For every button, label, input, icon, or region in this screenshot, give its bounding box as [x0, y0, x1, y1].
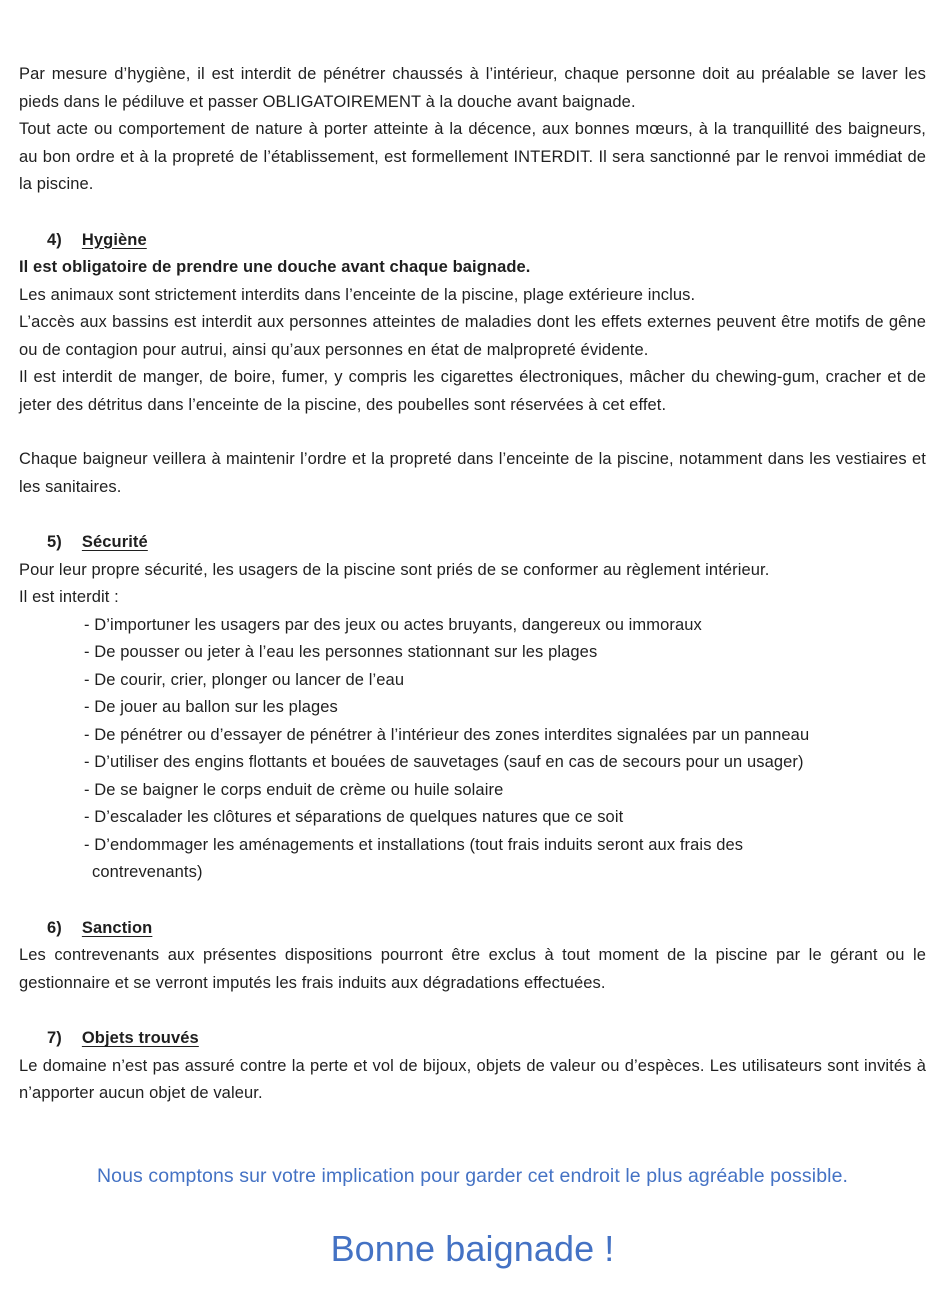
rule-item: - De courir, crier, plonger ou lancer de l’eau — [84, 670, 405, 689]
body-paragraph: Il est interdit de manger, de boire, fumer, y compris les cigarettes électroniques, mâcher du chewing-gum, cracher et de jeter des détritus dans l’enceinte de la piscine, des poubelles sont réservées à cet effet. — [19, 368, 926, 414]
section-heading-securite — [19, 529, 926, 557]
rule-item: - D’utiliser des engins flottants et bouées de sauvetages (sauf en cas de secours pour un usager) — [84, 753, 804, 771]
section-title: Sanction — [81, 918, 153, 937]
section-number: 6) — [47, 918, 62, 937]
rule-item: - De se baigner le corps enduit de crème ou huile solaire — [84, 780, 504, 799]
farewell-message: Bonne baignade ! — [330, 1227, 615, 1269]
body-paragraph: Les contrevenants aux présentes dispositions pourront être exclus à tout moment de la piscine par le gérant ou le gestionnaire et se verront imputés les frais induits aux dégradations effectuées. — [19, 946, 926, 992]
section-heading-objets-trouves — [19, 1025, 926, 1053]
intro-paragraph: Par mesure d’hygiène, il est interdit de pénétrer chaussés à l’intérieur, chaque personne doit au préalable se laver les pieds dans le pédiluve et passer OBLIGATOIREMENT à la douche avant baignade. — [19, 65, 926, 111]
section-number: 7) — [47, 1029, 62, 1047]
closing-message: Nous comptons sur votre implication pour garder cet endroit le plus agréable possible. — [96, 1164, 849, 1187]
section-heading-hygiene — [19, 227, 926, 255]
section-title: Sécurité — [81, 533, 148, 551]
body-paragraph: Pour leur propre sécurité, les usagers de la piscine sont priés de se conformer au règlement intérieur. — [19, 560, 770, 579]
section-number: 4) — [47, 230, 62, 249]
body-paragraph: Les animaux sont strictement interdits dans l’enceinte de la piscine, plage extérieure inclus. — [19, 285, 696, 304]
section-number: 5) — [47, 533, 62, 551]
rule-item: - De pousser ou jeter à l’eau les personnes stationnant sur les plages — [84, 643, 598, 661]
body-paragraph: L’accès aux bassins est interdit aux personnes atteintes de maladies dont les effets externes peuvent être motifs de gêne ou de contagion pour autrui, ainsi qu’aux personnes en état de malpropreté évidente. — [19, 313, 926, 359]
section-heading-sanction — [19, 915, 926, 943]
section-title: Objets trouvés — [81, 1029, 199, 1047]
rule-item: - De jouer au ballon sur les plages — [84, 698, 338, 716]
rule-item: - D’escalader les clôtures et séparations de quelques natures que ce soit — [84, 808, 624, 826]
intro-paragraph: Tout acte ou comportement de nature à porter atteinte à la décence, aux bonnes mœurs, à la tranquillité des baigneurs, au bon ordre et à la propreté de l’établissement, est formellement INTERDIT. Il sera sanctionné par le renvoi immédiat de la piscine. — [19, 120, 926, 193]
rule-item: - D’importuner les usagers par des jeux ou actes bruyants, dangereux ou immoraux — [84, 615, 702, 634]
body-paragraph: Il est interdit : — [19, 588, 119, 606]
rules-list — [19, 612, 926, 887]
body-paragraph: Le domaine n’est pas assuré contre la perte et vol de bijoux, objets de valeur ou d’espèces. Les utilisateurs sont invités à n’apporter aucun objet de valeur. — [19, 1056, 926, 1102]
body-paragraph: Chaque baigneur veillera à maintenir l’ordre et la propreté dans l’enceinte de la piscine, notamment dans les vestiaires et les sanitaires. — [19, 450, 926, 496]
rule-item-continuation: contrevenants) — [92, 863, 203, 881]
bold-rule-line: Il est obligatoire de prendre une douche avant chaque baignade. — [19, 258, 531, 276]
rule-item: - De pénétrer ou d’essayer de pénétrer à l’intérieur des zones interdites signalées par un panneau — [84, 725, 810, 744]
rule-item: - D’endommager les aménagements et installations (tout frais induits seront aux frais des — [84, 835, 744, 854]
section-title: Hygiène — [81, 230, 147, 249]
